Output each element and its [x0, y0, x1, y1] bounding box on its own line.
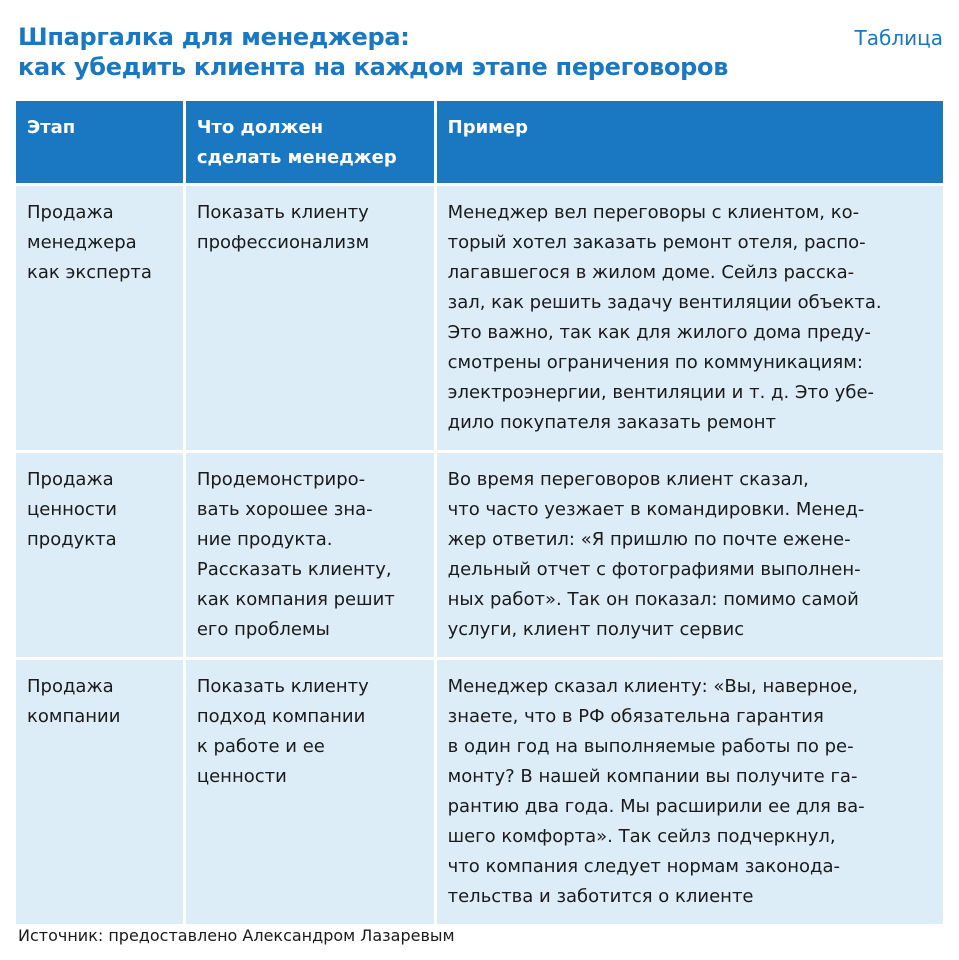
cell-text: тельства и заботится о клиенте [447, 886, 754, 907]
cell-text: жер ответил: «Я пришлю по почте ежене- [447, 529, 851, 550]
cell-text: Рассказать клиенту, [196, 559, 392, 580]
header-text: Этап [27, 117, 76, 138]
table-label: Таблица [854, 26, 943, 50]
column-header-action [184, 101, 435, 185]
header-text: Пример [447, 117, 528, 138]
cell-example [435, 659, 943, 925]
cell-text: электроэнергии, вентиляции и т. д. Это убе- [447, 382, 875, 403]
cell-text: менеджера [27, 232, 137, 253]
page-title [18, 22, 818, 82]
cell-text: зал, как решить задачу вентиляции объекта. [447, 292, 882, 313]
cell-action [184, 452, 435, 659]
cell-text: ние продукта. [196, 529, 333, 550]
cell-text: подход компании [196, 706, 366, 727]
cell-text: Во время переговоров клиент сказал, [447, 469, 809, 490]
cell-stage [16, 185, 184, 452]
title-line-1: Шпаргалка для менеджера: [18, 23, 410, 51]
cell-text: Продажа [27, 469, 114, 490]
cell-text: лагавшегося в жилом доме. Сейлз расска- [447, 262, 855, 283]
cell-text: Продажа [27, 676, 114, 697]
cell-text: Показать клиенту [196, 202, 369, 223]
cell-text: монту? В нашей компании вы получите га- [447, 766, 858, 787]
cell-text: Продемонстриро- [196, 469, 366, 490]
table-header-row [16, 101, 943, 185]
cell-text: его проблемы [196, 619, 330, 640]
cell-text: дило покупателя заказать ремонт [447, 412, 776, 433]
column-header-example [435, 101, 943, 185]
cell-text: торый хотел заказать ремонт отеля, распо- [447, 232, 866, 253]
table-row [16, 185, 943, 452]
cheat-sheet-table [16, 101, 943, 924]
cell-example [435, 452, 943, 659]
cell-text: дельный отчет с фотографиями выполнен- [447, 559, 861, 580]
cell-action [184, 185, 435, 452]
header-text: сделать менеджер [196, 147, 397, 168]
title-line-2: как убедить клиента на каждом этапе переговоров [18, 53, 729, 81]
cell-text: Менеджер вел переговоры с клиентом, ко- [447, 202, 860, 223]
cell-text: ных работ». Так он показал: помимо самой [447, 589, 859, 610]
cell-action [184, 659, 435, 925]
cell-text: шего комфорта». Так сейлз подчеркнул, [447, 826, 836, 847]
cell-text: вать хорошее зна- [196, 499, 373, 520]
cell-stage [16, 659, 184, 925]
cell-text: как компания решит [196, 589, 395, 610]
cell-text: в один год на выполняемые работы по ре- [447, 736, 854, 757]
cell-text: к работе и ее [196, 736, 325, 757]
cell-text: что часто уезжает в командировки. Менед- [447, 499, 865, 520]
header-text: Что должен [196, 117, 324, 138]
cell-text: ценности [27, 499, 117, 520]
cell-text: продукта [27, 529, 117, 550]
cell-text: Это важно, так как для жилого дома преду- [447, 322, 871, 343]
source-note: Источник: предоставлено Александром Лазаревым [18, 926, 455, 945]
cell-stage [16, 452, 184, 659]
cell-text: что компания следует нормам законода- [447, 856, 840, 877]
cell-text: услуги, клиент получит сервис [447, 619, 745, 640]
cell-text: профессионализм [196, 232, 370, 253]
cell-text: компании [27, 706, 121, 727]
cell-text: рантию два года. Мы расширили ее для ва- [447, 796, 865, 817]
cell-text: ценности [196, 766, 287, 787]
cell-text: смотрены ограничения по коммуникациям: [447, 352, 863, 373]
cell-text: знаете, что в РФ обязательна гарантия [447, 706, 824, 727]
cell-text: Показать клиенту [196, 676, 369, 697]
cell-text: Продажа [27, 202, 114, 223]
cell-text: как эксперта [27, 262, 152, 283]
column-header-stage [16, 101, 184, 185]
table-row [16, 659, 943, 925]
cell-example [435, 185, 943, 452]
cell-text: Менеджер сказал клиенту: «Вы, наверное, [447, 676, 858, 697]
table-row [16, 452, 943, 659]
